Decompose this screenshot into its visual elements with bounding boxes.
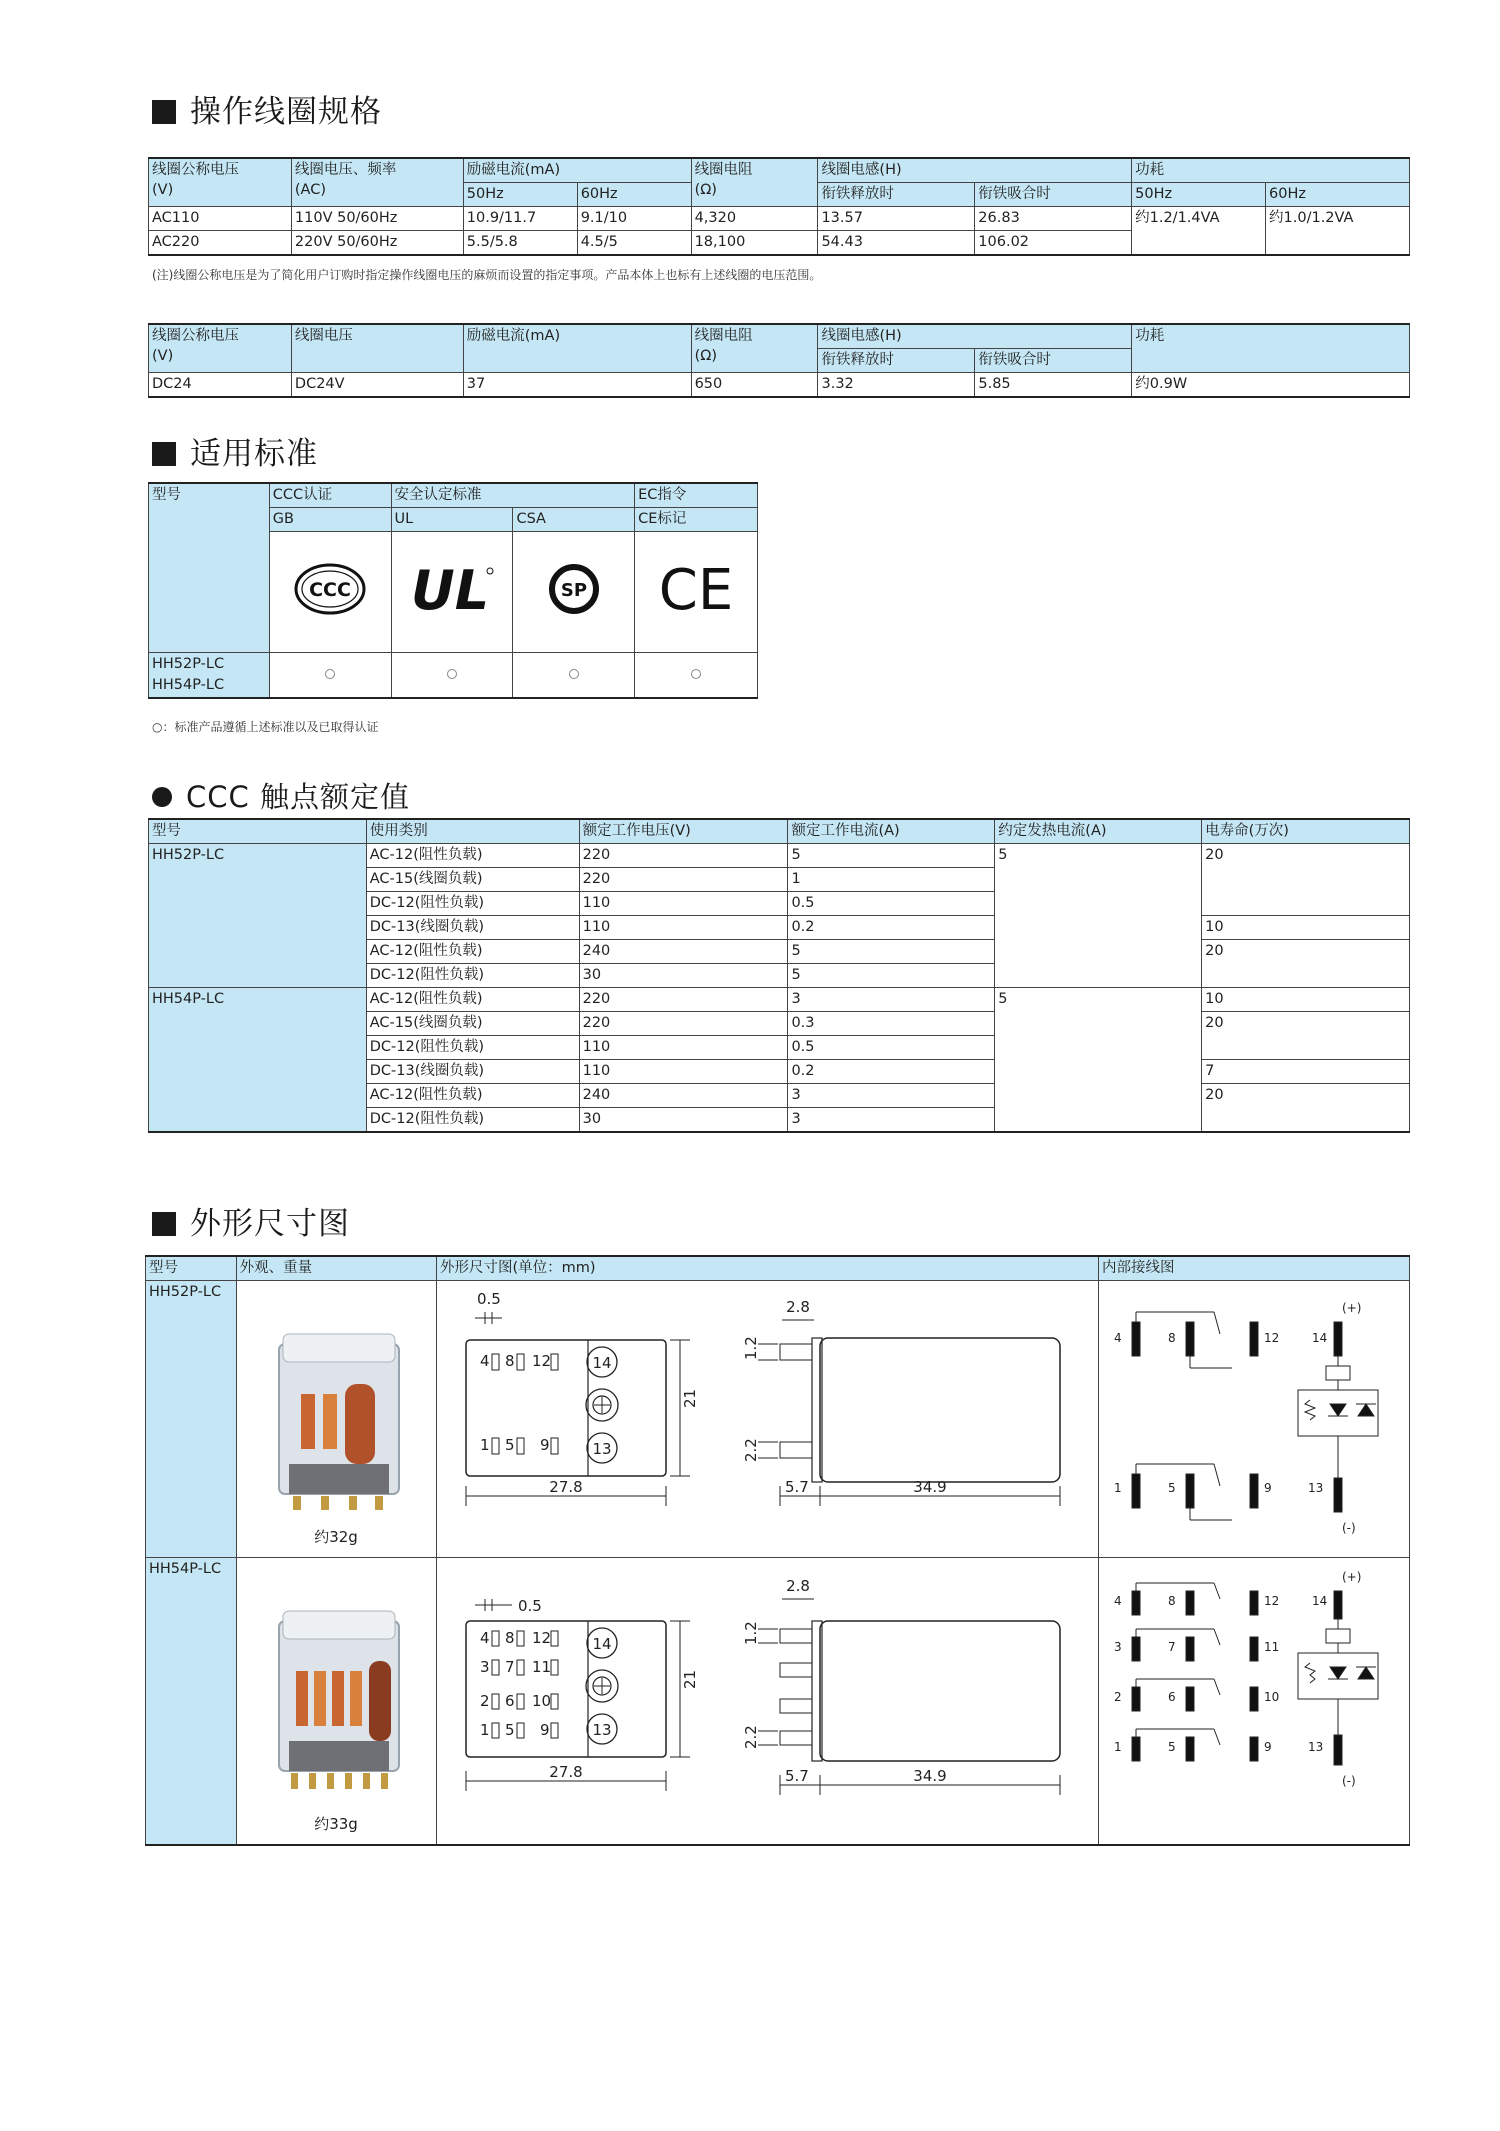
ccc-logo xyxy=(269,532,391,653)
pin-label: 14 xyxy=(592,1354,612,1372)
pin-label: 5 xyxy=(1167,1481,1176,1495)
cell: AC-12(阻性负载) xyxy=(366,844,579,868)
table-row xyxy=(149,373,1410,398)
pin-label: 13 xyxy=(1307,1481,1324,1495)
wiring-diagram-54 xyxy=(1102,1559,1406,1837)
header-cell: 衔铁释放时 xyxy=(818,183,975,207)
square-bullet-icon xyxy=(152,1212,176,1236)
model-cell: HH54P-LC xyxy=(149,988,367,1133)
cell: DC-12(阻性负载) xyxy=(366,1108,579,1133)
header-cell: 线圈电感(H) xyxy=(818,324,1132,349)
pin-label: 9 xyxy=(1263,1481,1272,1495)
cell: 110V 50/60Hz xyxy=(291,207,463,231)
cell: 20 xyxy=(1202,844,1410,916)
appearance-cell xyxy=(236,1558,436,1846)
section-title-text: 操作线圈规格 xyxy=(190,94,382,130)
pin-label: 9 xyxy=(539,1436,550,1454)
pin-label: 4 xyxy=(1113,1594,1122,1608)
pin-label: 1 xyxy=(1113,1740,1122,1754)
cell: 5 xyxy=(788,964,995,988)
header-cell: 60Hz xyxy=(1266,183,1410,207)
header-cell: 安全认定标准 xyxy=(391,483,635,508)
header-cell: 使用类别 xyxy=(366,819,579,844)
dimension-drawing-54 xyxy=(440,1559,1095,1837)
pin-label: 14 xyxy=(1311,1331,1328,1345)
cell: 5.5/5.8 xyxy=(463,231,577,256)
header-cell: 约定发热电流(A) xyxy=(995,819,1202,844)
dim-label: 2.8 xyxy=(786,1298,810,1316)
table-header-row xyxy=(149,819,1410,844)
cell: 13.57 xyxy=(818,207,975,231)
pin-label: 6 xyxy=(504,1692,515,1710)
dim-label: 5.7 xyxy=(784,1478,809,1496)
cell: AC-12(阻性负载) xyxy=(366,940,579,964)
section-title-text: 外形尺寸图 xyxy=(190,1206,350,1242)
header-cell: 60Hz xyxy=(577,183,691,207)
cell: 10.9/11.7 xyxy=(463,207,577,231)
pin-label: 13 xyxy=(592,1721,612,1739)
pin-label: 6 xyxy=(1167,1690,1176,1704)
dim-label: 34.9 xyxy=(913,1478,947,1496)
cell: AC-15(线圈负载) xyxy=(366,868,579,892)
relay-photo-icon xyxy=(241,1591,431,1837)
dim-label: 21 xyxy=(680,1669,699,1689)
cell: AC-15(线圈负载) xyxy=(366,1012,579,1036)
cell: 4.5/5 xyxy=(577,231,691,256)
dim-label: 2.8 xyxy=(786,1577,810,1595)
header-cell: UL xyxy=(391,508,513,532)
header-cell: 励磁电流(mA) xyxy=(463,324,691,373)
coil-ac-table xyxy=(148,157,1410,256)
dim-label: 21 xyxy=(680,1388,699,1408)
pin-label: 9 xyxy=(539,1721,550,1739)
circle-bullet-icon xyxy=(152,787,172,807)
cell: 5 xyxy=(788,940,995,964)
table-header-row xyxy=(149,324,1410,349)
header-cell: 线圈电压 xyxy=(291,324,463,373)
pin-label: 8 xyxy=(1167,1594,1176,1608)
cell: 5 xyxy=(788,844,995,868)
standards-note: ○：标准产品遵循上述标准以及已取得认证 xyxy=(152,720,379,734)
cell: DC-12(阻性负载) xyxy=(366,892,579,916)
cell: 0.5 xyxy=(788,1036,995,1060)
cell: 4,320 xyxy=(691,207,818,231)
header-cell: 电寿命(万次) xyxy=(1202,819,1410,844)
pin-label: 11 xyxy=(531,1658,552,1676)
dim-label: 27.8 xyxy=(549,1763,583,1781)
ce-logo xyxy=(635,532,758,653)
header-cell: 线圈电压、频率 (AC) xyxy=(291,158,463,207)
pin-label: 1 xyxy=(479,1436,490,1454)
ccc-rating-table xyxy=(148,818,1410,1133)
table-header-row xyxy=(149,158,1410,183)
pin-label: 5 xyxy=(504,1436,515,1454)
circle-mark-icon xyxy=(447,669,457,679)
square-bullet-icon xyxy=(152,100,176,124)
cell: 5.85 xyxy=(975,373,1132,398)
header-cell: GB xyxy=(269,508,391,532)
check-cell xyxy=(513,653,635,699)
header-cell: 励磁电流(mA) xyxy=(463,158,691,183)
header-cell: 50Hz xyxy=(1132,183,1266,207)
wiring-cell xyxy=(1098,1558,1409,1846)
cell: 3 xyxy=(788,1108,995,1133)
table-row xyxy=(149,844,1410,868)
ce-logo-text: CE xyxy=(658,559,734,619)
csa-logo xyxy=(513,532,635,653)
ul-logo xyxy=(391,532,513,653)
section-title-coil xyxy=(152,86,382,131)
model-cell: HH52P-LC xyxy=(146,1281,237,1558)
pin-label: 4 xyxy=(479,1352,490,1370)
cell: 106.02 xyxy=(975,231,1132,256)
ul-mark-icon xyxy=(402,559,502,619)
cell: DC-13(线圈负载) xyxy=(366,1060,579,1084)
section-title-standards xyxy=(152,428,318,473)
pin-label: 4 xyxy=(479,1629,490,1647)
header-cell: 线圈电阻 (Ω) xyxy=(691,158,818,207)
header-cell: 线圈公称电压 (V) xyxy=(149,158,292,207)
cell: 3 xyxy=(788,1084,995,1108)
header-cell: 型号 xyxy=(146,1256,237,1281)
standards-table xyxy=(148,482,758,699)
cell: 0.2 xyxy=(788,1060,995,1084)
header-cell: 衔铁吸合时 xyxy=(975,183,1132,207)
header-cell: 额定工作电流(A) xyxy=(788,819,995,844)
cell: 0.3 xyxy=(788,1012,995,1036)
header-cell: 50Hz xyxy=(463,183,577,207)
pin-label: 13 xyxy=(592,1440,612,1458)
dim-label: 0.5 xyxy=(476,1290,501,1308)
section-title-text: 适用标准 xyxy=(190,436,318,472)
pin-label: 12 xyxy=(531,1629,552,1647)
header-cell: 衔铁释放时 xyxy=(818,349,975,373)
header-cell: 功耗 xyxy=(1132,158,1410,183)
wiring-cell xyxy=(1098,1281,1409,1558)
cell: 110 xyxy=(579,892,788,916)
cell: DC24V xyxy=(291,373,463,398)
dim-label: 5.7 xyxy=(784,1767,809,1785)
header-cell: 外观、重量 xyxy=(236,1256,436,1281)
section-title-text: CCC 触点额定值 xyxy=(186,780,410,814)
square-bullet-icon xyxy=(152,442,176,466)
model-cell: HH52P-LC xyxy=(149,844,367,988)
cell: 220 xyxy=(579,844,788,868)
polarity-label: (+) xyxy=(1341,1570,1362,1584)
model-cell: HH52P-LC HH54P-LC xyxy=(149,653,270,699)
cell: 220V 50/60Hz xyxy=(291,231,463,256)
appearance-cell xyxy=(236,1281,436,1558)
cell: 10 xyxy=(1202,988,1410,1012)
cell: 240 xyxy=(579,940,788,964)
coil-note: (注)线圈公称电压是为了简化用户订购时指定操作线圈电压的麻烦而设置的指定事项。产品本体上也标有上述线圈的电压范围。 xyxy=(152,268,822,282)
cell: 220 xyxy=(579,868,788,892)
header-cell: 衔铁吸合时 xyxy=(975,349,1132,373)
header-cell: 型号 xyxy=(149,483,270,653)
header-cell: 线圈电阻 (Ω) xyxy=(691,324,818,373)
cell: 约1.0/1.2VA xyxy=(1266,207,1410,256)
cell: 18,100 xyxy=(691,231,818,256)
header-cell: CCC认证 xyxy=(269,483,391,508)
dim-label: 2.2 xyxy=(741,1725,760,1749)
ul-logo-text: UL xyxy=(410,559,490,619)
header-cell: EC指令 xyxy=(635,483,758,508)
header-cell: 外形尺寸图(单位：mm) xyxy=(436,1256,1098,1281)
pin-label: 1 xyxy=(479,1721,490,1739)
check-cell xyxy=(391,653,513,699)
cell: DC24 xyxy=(149,373,292,398)
weight-label: 约32g xyxy=(314,1528,359,1546)
dimension-drawing-52 xyxy=(440,1282,1095,1550)
header-cell: 型号 xyxy=(149,819,367,844)
pin-label: 7 xyxy=(1167,1640,1176,1654)
pin-label: 5 xyxy=(1167,1740,1176,1754)
cell: 0.2 xyxy=(788,916,995,940)
cell: 26.83 xyxy=(975,207,1132,231)
pin-label: 3 xyxy=(1113,1640,1122,1654)
table-row xyxy=(146,1558,1410,1846)
dim-label: 2.2 xyxy=(741,1438,760,1462)
cell: 7 xyxy=(1202,1060,1410,1084)
pin-label: 8 xyxy=(504,1352,515,1370)
header-cell: 额定工作电压(V) xyxy=(579,819,788,844)
cell: 5 xyxy=(995,844,1202,988)
cell: DC-13(线圈负载) xyxy=(366,916,579,940)
cell: 3.32 xyxy=(818,373,975,398)
table-row xyxy=(146,1281,1410,1558)
pin-label: 11 xyxy=(1263,1640,1280,1654)
cell: DC-12(阻性负载) xyxy=(366,964,579,988)
table-header-row xyxy=(149,483,758,508)
pin-label: 13 xyxy=(1307,1740,1324,1754)
pin-label: 2 xyxy=(1113,1690,1122,1704)
pin-label: 2 xyxy=(479,1692,490,1710)
dim-label: 34.9 xyxy=(913,1767,947,1785)
cell: DC-12(阻性负载) xyxy=(366,1036,579,1060)
check-cell xyxy=(635,653,758,699)
table-header-row xyxy=(146,1256,1410,1281)
check-cell xyxy=(269,653,391,699)
pin-label: 3 xyxy=(479,1658,490,1676)
cell: 10 xyxy=(1202,916,1410,940)
cell: 220 xyxy=(579,988,788,1012)
cell: 110 xyxy=(579,1036,788,1060)
dim-label: 27.8 xyxy=(549,1478,583,1496)
table-row xyxy=(149,207,1410,231)
cell: 3 xyxy=(788,988,995,1012)
ce-mark-icon xyxy=(651,559,741,619)
dimension-drawing-cell xyxy=(436,1281,1098,1558)
cell: 240 xyxy=(579,1084,788,1108)
header-cell: 线圈电感(H) xyxy=(818,158,1132,183)
dimensions-table xyxy=(145,1255,1410,1846)
pin-label: 4 xyxy=(1113,1331,1122,1345)
cell: 37 xyxy=(463,373,691,398)
weight-label: 约33g xyxy=(314,1815,359,1833)
coil-dc-table xyxy=(148,323,1410,398)
cell: 110 xyxy=(579,1060,788,1084)
dim-label: 1.2 xyxy=(741,1621,760,1645)
polarity-label: (+) xyxy=(1341,1301,1362,1315)
pin-label: 14 xyxy=(592,1635,612,1653)
pin-label: 8 xyxy=(1167,1331,1176,1345)
cell: AC-12(阻性负载) xyxy=(366,1084,579,1108)
table-row xyxy=(149,988,1410,1012)
cell: AC110 xyxy=(149,207,292,231)
pin-label: 8 xyxy=(504,1629,515,1647)
header-cell: CSA xyxy=(513,508,635,532)
pin-label: 12 xyxy=(1263,1331,1280,1345)
header-cell: CE标记 xyxy=(635,508,758,532)
pin-label: 5 xyxy=(504,1721,515,1739)
pin-label: 9 xyxy=(1263,1740,1272,1754)
cell: 5 xyxy=(995,988,1202,1133)
cell: 650 xyxy=(691,373,818,398)
pin-label: 7 xyxy=(504,1658,515,1676)
dim-label: 0.5 xyxy=(517,1597,542,1615)
pin-label: 1 xyxy=(1113,1481,1122,1495)
section-title-dimensions xyxy=(152,1198,350,1243)
cell: 9.1/10 xyxy=(577,207,691,231)
cell: 30 xyxy=(579,1108,788,1133)
section-title-ccc xyxy=(152,775,410,816)
cell: 20 xyxy=(1202,1084,1410,1133)
model-cell: HH54P-LC xyxy=(146,1558,237,1846)
cell: 110 xyxy=(579,916,788,940)
header-cell: 线圈公称电压 (V) xyxy=(149,324,292,373)
polarity-label: (-) xyxy=(1341,1774,1356,1788)
pin-label: 12 xyxy=(1263,1594,1280,1608)
cell: 30 xyxy=(579,964,788,988)
dimension-drawing-cell xyxy=(436,1558,1098,1846)
dim-label: 1.2 xyxy=(741,1336,760,1360)
pin-label: 10 xyxy=(1263,1690,1280,1704)
cell: 0.5 xyxy=(788,892,995,916)
cell: 20 xyxy=(1202,940,1410,988)
cell: AC-12(阻性负载) xyxy=(366,988,579,1012)
csa-logo-text: SP xyxy=(560,580,587,601)
cell: 1 xyxy=(788,868,995,892)
header-cell: 功耗 xyxy=(1132,324,1410,373)
circle-mark-icon xyxy=(325,669,335,679)
table-row xyxy=(149,653,758,699)
pin-label: 12 xyxy=(531,1352,552,1370)
circle-mark-icon xyxy=(569,669,579,679)
ccc-mark-icon xyxy=(290,559,370,619)
cell: 约0.9W xyxy=(1132,373,1410,398)
cell: 约1.2/1.4VA xyxy=(1132,207,1266,256)
wiring-diagram-52 xyxy=(1102,1282,1406,1550)
header-cell: 内部接线图 xyxy=(1098,1256,1409,1281)
cell: 220 xyxy=(579,1012,788,1036)
csa-mark-icon xyxy=(544,559,604,619)
pin-label: 14 xyxy=(1311,1594,1328,1608)
cell: 20 xyxy=(1202,1012,1410,1060)
ccc-logo-text: CCC xyxy=(309,579,352,601)
cell: AC220 xyxy=(149,231,292,256)
relay-photo-icon xyxy=(241,1314,431,1550)
polarity-label: (-) xyxy=(1341,1521,1356,1535)
pin-label: 10 xyxy=(531,1692,552,1710)
circle-mark-icon xyxy=(691,669,701,679)
cell: 54.43 xyxy=(818,231,975,256)
